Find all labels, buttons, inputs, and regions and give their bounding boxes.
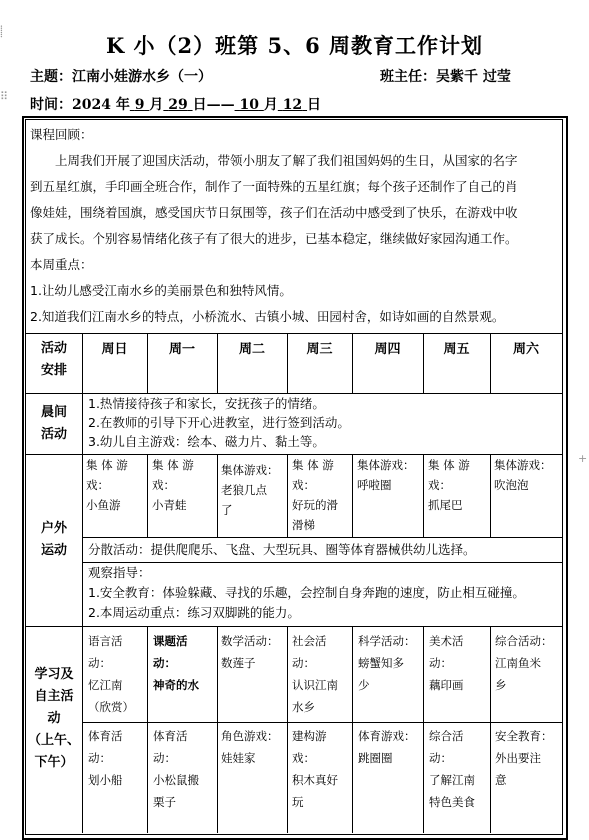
add-column-icon[interactable]: + <box>578 452 588 465</box>
cell-line: 好玩的滑 <box>292 498 338 512</box>
rule-col <box>490 454 491 537</box>
rule-col <box>423 454 424 537</box>
cell-line: 综合活动： <box>495 634 553 648</box>
cell-line: 水乡 <box>292 700 315 714</box>
cell-line: 角色游戏： <box>221 729 279 743</box>
cell-line: 语言活 <box>88 634 123 648</box>
outdoor-free-play: 分散活动：提供爬爬乐、飞盘、大型玩具、圈等体育器械供幼儿选择。 <box>88 542 476 557</box>
day-header-monday: 周一 <box>168 342 195 357</box>
theme-line <box>30 66 212 86</box>
cell-line: 戏： <box>292 478 315 492</box>
time-day-start <box>163 97 192 113</box>
time-month-end <box>235 97 264 113</box>
cell-line: 集 体 游 <box>428 458 470 472</box>
cell-line: 娃娃家 <box>221 751 256 765</box>
table-move-handle-icon[interactable]: ⠿ <box>0 90 9 103</box>
day-header-thursday: 周四 <box>374 342 401 357</box>
study-cell-wednesday-1 <box>292 630 350 718</box>
cell-line: 动： <box>88 751 111 765</box>
outdoor-game-wednesday <box>292 455 352 535</box>
rule-col <box>352 626 353 833</box>
cell-line: 29 <box>168 97 188 113</box>
rule-col <box>147 454 148 537</box>
outdoor-game-saturday <box>494 455 561 495</box>
time-day-end <box>278 97 307 113</box>
morning-item: 1.热情接待孩子和家长，安抚孩子的情绪。 <box>88 396 325 411</box>
cell-line: 意 <box>495 773 507 787</box>
cell-line: 藕印画 <box>429 678 464 692</box>
study-cell-friday-2 <box>429 725 489 813</box>
outdoor-game-friday <box>428 455 488 515</box>
cell-line: 集体游戏： <box>221 463 279 477</box>
study-cell-sunday-2 <box>88 725 146 791</box>
morning-label <box>26 402 82 446</box>
cell-line: 少 <box>358 678 370 692</box>
review-line: 获了成长。个别容易情绪化孩子有了很大的进步，已基本稳定，继续做好家园沟通工作。 <box>30 231 518 246</box>
study-cell-tuesday-2 <box>221 725 285 769</box>
label-line: 自主活 <box>34 689 74 704</box>
cell-line: 集 体 游 <box>86 458 128 472</box>
theme-label: 主题： <box>30 69 72 85</box>
cell-line: 江南鱼米 <box>495 656 541 670</box>
cell-line: 小鱼游 <box>86 498 121 512</box>
review-line: 到五星红旗，手印画全班合作，制作了一面特殊的五星红旗；每个孩子还制作了自己的肖 <box>30 179 518 194</box>
study-label <box>26 664 82 774</box>
label-line: 运动 <box>40 543 67 558</box>
study-cell-thursday-2 <box>358 725 421 769</box>
rule-col <box>147 626 148 833</box>
cell-line: 积木真好 <box>292 773 338 787</box>
cell-line: 动： <box>292 656 315 670</box>
outdoor-game-thursday <box>357 455 421 495</box>
teacher-label: 班主任： <box>380 69 436 85</box>
cell-line: 集体游戏： <box>357 458 415 472</box>
rule-col <box>490 626 491 833</box>
cell-line: 社会活 <box>292 634 327 648</box>
cell-line: 动： <box>153 751 176 765</box>
study-cell-tuesday-1 <box>221 630 285 674</box>
cell-line: 滑梯 <box>292 518 315 532</box>
review-line: 像娃娃，围绕着国旗，感受国庆节日氛围等，孩子们在活动中感受到了快乐，在游戏中收 <box>30 205 518 220</box>
study-cell-sunday-1 <box>88 630 146 718</box>
time-month-unit: 月 <box>149 97 164 113</box>
review-heading: 课程回顾： <box>30 127 93 142</box>
time-day-unit: 日—— <box>192 97 235 113</box>
cell-line: 忆江南 <box>88 678 123 692</box>
cell-line: 特色美食 <box>429 795 475 809</box>
activity-schedule-label <box>26 338 82 382</box>
review-section <box>30 122 558 330</box>
label-line: 学习及 <box>34 667 74 682</box>
day-header-saturday: 周六 <box>512 342 539 357</box>
cell-line: 抓尾巴 <box>428 498 463 512</box>
day-header-tuesday: 周二 <box>238 342 265 357</box>
outdoor-game-tuesday <box>221 460 285 520</box>
cell-line: 了 <box>221 503 233 517</box>
label-line: （上午、 <box>27 733 80 748</box>
cell-line: 数学活动： <box>221 634 279 648</box>
label-line: 户外 <box>40 521 67 536</box>
cell-line: 安全教育： <box>495 729 553 743</box>
day-header-wednesday: 周三 <box>306 342 333 357</box>
rule-games-bottom <box>82 537 562 538</box>
cell-line: 课题活 <box>153 634 188 648</box>
focus-item: 1.让幼儿感受江南水乡的美丽景色和独特风情。 <box>30 283 292 298</box>
cell-line: 划小船 <box>88 773 123 787</box>
study-cell-friday-1 <box>429 630 489 696</box>
cell-line: 乡 <box>495 678 507 692</box>
theme-value: 江南小娃游水乡（一） <box>72 69 212 85</box>
guidance-item: 2.本周运动重点：练习双脚跳的能力。 <box>88 605 300 620</box>
morning-activities <box>88 394 558 451</box>
cell-line: 体育活 <box>153 729 188 743</box>
study-cell-monday-2 <box>153 725 215 813</box>
label-line: 安排 <box>40 363 67 378</box>
cell-line: 螃蟹知多 <box>358 656 404 670</box>
cell-line: 体育游戏： <box>358 729 416 743</box>
outdoor-game-sunday <box>86 455 146 515</box>
study-cell-saturday-2 <box>495 725 561 791</box>
guidance-heading: 观察指导： <box>88 565 151 580</box>
cell-line: 10 <box>239 97 259 113</box>
margin-mark: ⸽ <box>0 25 3 38</box>
cell-line: 动： <box>88 656 111 670</box>
day-header-sunday: 周日 <box>101 342 128 357</box>
teacher-value: 吴紫千 过莹 <box>436 69 511 85</box>
cell-line: （欣赏） <box>88 700 134 714</box>
cell-line: 戏： <box>152 478 175 492</box>
cell-line: 综合活 <box>429 729 464 743</box>
cell-line: 戏： <box>428 478 451 492</box>
study-cell-wednesday-2 <box>292 725 350 813</box>
teacher-line <box>380 66 511 86</box>
time-label: 时间： <box>30 97 72 113</box>
study-cell-thursday-1 <box>358 630 421 696</box>
outdoor-label <box>26 518 82 562</box>
rule-col <box>423 626 424 833</box>
cell-line: 9 <box>134 97 145 113</box>
cell-line: 吹泡泡 <box>494 478 529 492</box>
cell-line: 集 体 游 <box>152 458 194 472</box>
rule-col <box>217 626 218 833</box>
cell-line: 动： <box>153 656 176 670</box>
label-line: 动 <box>47 711 61 726</box>
cell-line: 戏： <box>86 478 109 492</box>
time-day-unit-2: 日 <box>307 97 322 113</box>
morning-item: 3.幼儿自主游戏：绘本、磁力片、黏土等。 <box>88 434 325 449</box>
label-line: 下午） <box>34 755 74 770</box>
rule-col <box>217 454 218 537</box>
label-line: 活动 <box>40 341 67 356</box>
cell-line: 栗子 <box>153 795 176 809</box>
time-month-start <box>130 97 150 113</box>
study-cell-saturday-1 <box>495 630 561 696</box>
cell-line: 小松鼠搬 <box>153 773 199 787</box>
rule-label-column <box>82 333 83 833</box>
cell-line: 认识江南 <box>292 678 338 692</box>
cell-line: 老狼几点 <box>221 483 267 497</box>
cell-line: 12 <box>282 97 303 113</box>
label-line: 活动 <box>40 427 67 442</box>
cell-line: 神奇的水 <box>153 678 199 692</box>
outdoor-guidance <box>88 563 558 623</box>
rule-col <box>287 626 288 833</box>
cell-line: 集 体 游 <box>292 458 334 472</box>
cell-line: 外出要注 <box>495 751 541 765</box>
cell-line: 科学活动： <box>358 634 416 648</box>
time-month-unit-2: 月 <box>263 97 278 113</box>
time-line <box>30 94 321 114</box>
cell-line: 动： <box>429 656 452 670</box>
cell-line: 戏： <box>292 751 315 765</box>
cell-line: 体育活 <box>88 729 123 743</box>
cell-line: 建构游 <box>292 729 327 743</box>
focus-heading: 本周重点： <box>30 257 93 272</box>
guidance-item: 1.安全教育：体验躲藏、寻找的乐趣，会控制自身奔跑的速度，防止相互碰撞。 <box>88 585 525 600</box>
time-year: 2024 年 <box>72 97 130 113</box>
cell-line: 跳圈圈 <box>358 751 393 765</box>
cell-line: 玩 <box>292 795 304 809</box>
study-cell-monday-1 <box>153 630 215 696</box>
day-header-friday: 周五 <box>443 342 470 357</box>
morning-item: 2.在教师的引导下开心进教室，进行签到活动。 <box>88 415 350 430</box>
review-line: 上周我们开展了迎国庆活动，带领小朋友了解了我们祖国妈妈的生日，从国家的名字 <box>55 153 518 168</box>
focus-item: 2.知道我们江南水乡的特点，小桥流水、古镇小城、田园村舍，如诗如画的自然景观。 <box>30 309 505 324</box>
cell-line: 呼啦圈 <box>357 478 392 492</box>
cell-line: 美术活 <box>429 634 464 648</box>
page-title: K 小（2）班第 5、6 周教育工作计划 <box>105 33 484 58</box>
outdoor-game-monday <box>152 455 216 515</box>
cell-line: 集体游戏： <box>494 458 552 472</box>
label-line: 晨间 <box>40 405 67 420</box>
rule-col <box>352 454 353 537</box>
cell-line: 数莲子 <box>221 656 256 670</box>
cell-line: 了解江南 <box>429 773 475 787</box>
cell-line: 小青蛙 <box>152 498 187 512</box>
rule-review-bottom <box>25 333 562 334</box>
cell-line: 动： <box>429 751 452 765</box>
rule-outdoor-bottom <box>25 626 562 627</box>
rule-col <box>287 454 288 537</box>
